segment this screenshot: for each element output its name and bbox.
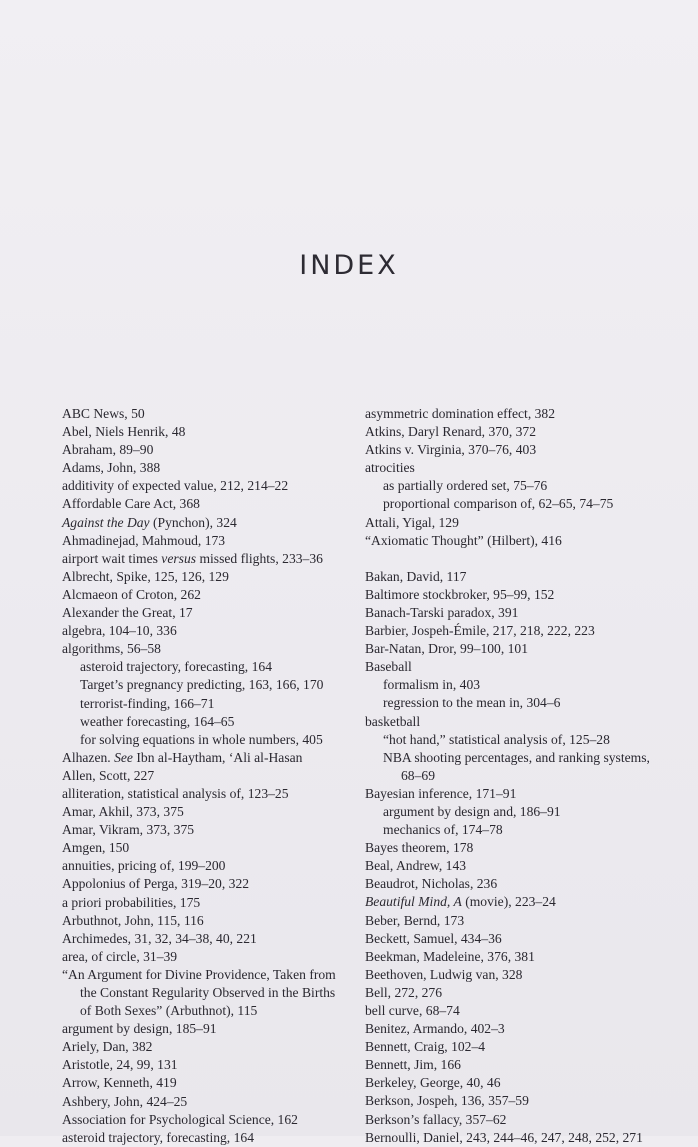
index-entry [365, 1002, 655, 1020]
entry-text: Association for Psychological Science, 162 [62, 1111, 298, 1127]
index-column-left [62, 405, 344, 1147]
index-subentry [365, 477, 655, 495]
entry-text: Beal, Andrew, 143 [365, 858, 467, 874]
entry-text: alliteration, statistical analysis of, 123–25 [62, 785, 289, 801]
entry-text: Atkins, Daryl Renard, 370, 372 [365, 424, 537, 440]
entry-text: regression to the mean in, 304–6 [383, 695, 561, 711]
entry-italic-text: versus [161, 550, 197, 566]
entry-text: Amar, Vikram, 373, 375 [62, 822, 195, 838]
index-subentry [365, 803, 655, 821]
index-entry [62, 532, 344, 550]
index-entry [365, 568, 655, 586]
entry-text: as partially ordered set, 75–76 [383, 478, 548, 494]
entry-text: Alexander the Great, 17 [62, 605, 193, 621]
index-entry [365, 857, 655, 875]
index-entry [365, 1092, 655, 1110]
entry-text: mechanics of, 174–78 [383, 822, 503, 838]
index-entry [365, 948, 655, 966]
entry-text: algebra, 104–10, 336 [62, 623, 177, 639]
index-entry [62, 803, 344, 821]
index-entry [62, 604, 344, 622]
index-entry [62, 423, 344, 441]
index-entry [62, 640, 344, 658]
entry-text: Baltimore stockbroker, 95–99, 152 [365, 586, 555, 602]
index-subentry [62, 695, 344, 713]
entry-text: bell curve, 68–74 [365, 1003, 460, 1018]
entry-text: basketball [365, 713, 421, 729]
entry-text: algorithms, 56–58 [62, 641, 161, 657]
index-subentry [62, 731, 344, 749]
entry-text: Bar-Natan, Dror, 99–100, 101 [365, 641, 529, 657]
index-entry [62, 767, 344, 785]
entry-text: Arrow, Kenneth, 419 [62, 1075, 177, 1091]
index-entry [62, 495, 344, 513]
index-entry [365, 875, 655, 893]
index-entry [62, 839, 344, 857]
index-column-right [365, 405, 655, 1147]
entry-text-after: missed flights, 233–36 [196, 550, 323, 566]
index-entry [365, 405, 655, 423]
index-entry [365, 514, 655, 532]
index-entry [365, 984, 655, 1002]
entry-text: ABC News, 50 [62, 406, 145, 421]
entry-text: Bennett, Jim, 166 [365, 1057, 461, 1073]
entry-text: Archimedes, 31, 32, 34–38, 40, 221 [62, 930, 257, 946]
entry-italic-text: Against the Day [62, 514, 150, 530]
index-entry [365, 622, 655, 640]
entry-gap [365, 550, 655, 568]
index-entry [365, 441, 655, 459]
index-entry [365, 713, 655, 731]
entry-text: Abel, Niels Henrik, 48 [62, 424, 186, 440]
index-entry [62, 749, 344, 767]
entry-text: argument by design, 185–91 [62, 1021, 217, 1037]
entry-text: “hot hand,” statistical analysis of, 125–28 [383, 731, 610, 747]
index-entry [62, 622, 344, 640]
entry-text: area, of circle, 31–39 [62, 948, 178, 964]
index-entry [365, 1111, 655, 1129]
index-entry [62, 875, 344, 893]
index-entry [62, 821, 344, 839]
index-entry [62, 1038, 344, 1056]
index-subentry [365, 821, 655, 839]
entry-text: formalism in, 403 [383, 677, 481, 693]
index-subentry [62, 676, 344, 694]
entry-text-after: (movie), 223–24 [461, 894, 556, 910]
index-entry [62, 1093, 344, 1111]
index-entry [62, 894, 344, 912]
entry-text: Abraham, 89–90 [62, 442, 154, 458]
index-entry [365, 912, 655, 930]
index-entry [62, 477, 344, 495]
bleed-through-header [330, 48, 334, 60]
entry-text: Affordable Care Act, 368 [62, 496, 200, 512]
entry-text: annuities, pricing of, 199–200 [62, 858, 226, 874]
entry-text: Atkins v. Virginia, 370–76, 403 [365, 442, 537, 458]
entry-text: asteroid trajectory, forecasting, 164 [62, 1129, 254, 1145]
entry-text: Berkeley, George, 40, 46 [365, 1075, 501, 1091]
entry-text: Benitez, Armando, 402–3 [365, 1021, 505, 1037]
entry-text: Allen, Scott, 227 [62, 767, 155, 783]
entry-text: Target’s pregnancy predicting, 163, 166, 170 [80, 677, 324, 693]
entry-text: Alcmaeon of Croton, 262 [62, 586, 201, 602]
entry-italic-text: See [114, 749, 133, 765]
index-entry [62, 785, 344, 803]
index-entry [62, 1074, 344, 1092]
index-entry [365, 1129, 655, 1147]
index-entry [365, 423, 655, 441]
entry-text: Arbuthnot, John, 115, 116 [62, 912, 204, 928]
entry-text: Bayesian inference, 171–91 [365, 785, 517, 801]
index-entry [62, 550, 344, 568]
entry-italic-text: Beautiful Mind, A [365, 894, 462, 910]
entry-text: asteroid trajectory, forecasting, 164 [80, 659, 272, 675]
index-entry [62, 405, 344, 423]
entry-text: “An Argument for Divine Providence, Taken from the Constant Regularity Observed in the Births of Both Sexes” (Arbuthnot), 115 [62, 966, 336, 1019]
index-entry [62, 1056, 344, 1074]
index-entry [62, 857, 344, 875]
index-entry [62, 912, 344, 930]
entry-text: Banach-Tarski paradox, 391 [365, 604, 519, 620]
index-subentry [365, 749, 655, 785]
entry-text: Ahmadinejad, Mahmoud, 173 [62, 532, 226, 548]
entry-text: Berkson’s fallacy, 357–62 [365, 1111, 507, 1127]
index-entry [62, 966, 344, 1020]
entry-text: Bell, 272, 276 [365, 984, 443, 1000]
entry-text: Albrecht, Spike, 125, 126, 129 [62, 568, 229, 584]
index-entry [62, 1129, 344, 1147]
index-subentry [62, 713, 344, 731]
index-entry [365, 532, 655, 550]
index-entry [62, 930, 344, 948]
index-entry [365, 1056, 655, 1074]
entry-text: atrocities [365, 460, 415, 476]
index-entry [365, 966, 655, 984]
entry-text: Bakan, David, 117 [365, 568, 467, 584]
entry-text-after: Ibn al-Haytham, ‘Ali al-Hasan [132, 749, 303, 765]
entry-text: Beber, Bernd, 173 [365, 912, 465, 928]
index-entry [62, 514, 344, 532]
entry-text: NBA shooting percentages, and ranking systems, 68–69 [383, 749, 650, 783]
entry-text: weather forecasting, 164–65 [80, 713, 235, 729]
entry-text: Berkson, Jospeh, 136, 357–59 [365, 1093, 529, 1109]
entry-text: proportional comparison of, 62–65, 74–75 [383, 496, 614, 512]
entry-text: Baseball [365, 659, 412, 675]
index-entry [365, 658, 655, 676]
index-entry [365, 1020, 655, 1038]
index-entry [365, 604, 655, 622]
entry-text: Bayes theorem, 178 [365, 840, 474, 856]
entry-text: for solving equations in whole numbers, 405 [80, 731, 323, 747]
index-entry [365, 1074, 655, 1092]
entry-text: Adams, John, 388 [62, 460, 161, 476]
index-entry [62, 441, 344, 459]
index-entry [62, 1111, 344, 1129]
index-subentry [365, 731, 655, 749]
entry-text: Bernoulli, Daniel, 243, 244–46, 247, 248, 252, 271 [365, 1129, 643, 1145]
entry-text: Appolonius of Perga, 319–20, 322 [62, 876, 250, 892]
entry-text: “Axiomatic Thought” (Hilbert), 416 [365, 532, 562, 548]
entry-text: terrorist-finding, 166–71 [80, 695, 215, 711]
entry-text: Barbier, Jospeh-Émile, 217, 218, 222, 223 [365, 623, 595, 639]
index-subentry [365, 495, 655, 513]
index-entry [365, 1038, 655, 1056]
entry-text: airport wait times [62, 550, 162, 566]
entry-text: Attali, Yigal, 129 [365, 514, 459, 530]
entry-text-after: (Pynchon), 324 [149, 514, 237, 530]
index-entry [365, 640, 655, 658]
entry-text: Beekman, Madeleine, 376, 381 [365, 948, 535, 964]
index-entry [365, 839, 655, 857]
index-entry [62, 586, 344, 604]
entry-text: Beethoven, Ludwig van, 328 [365, 966, 523, 982]
index-entry [365, 893, 655, 911]
index-subentry [365, 676, 655, 694]
index-entry [365, 586, 655, 604]
index-subentry [365, 694, 655, 712]
index-entry [365, 785, 655, 803]
entry-text: asymmetric domination effect, 382 [365, 406, 556, 421]
entry-text: Alhazen. [62, 749, 115, 765]
page-title: INDEX [299, 250, 399, 281]
index-entry [62, 948, 344, 966]
index-entry [62, 459, 344, 477]
entry-text: Ariely, Dan, 382 [62, 1039, 153, 1055]
entry-text: Amgen, 150 [62, 840, 130, 856]
entry-text: Aristotle, 24, 99, 131 [62, 1057, 178, 1073]
entry-text: Beaudrot, Nicholas, 236 [365, 876, 498, 892]
index-entry [365, 459, 655, 477]
entry-text: Bennett, Craig, 102–4 [365, 1039, 486, 1055]
entry-text: additivity of expected value, 212, 214–22 [62, 478, 289, 494]
entry-text: a priori probabilities, 175 [62, 894, 201, 910]
entry-text: Ashbery, John, 424–25 [62, 1093, 188, 1109]
index-entry [365, 930, 655, 948]
index-entry [62, 1020, 344, 1038]
entry-text: Amar, Akhil, 373, 375 [62, 804, 184, 820]
index-subentry [62, 658, 344, 676]
entry-text: Beckett, Samuel, 434–36 [365, 930, 502, 946]
entry-text: argument by design and, 186–91 [383, 803, 561, 819]
index-entry [62, 568, 344, 586]
